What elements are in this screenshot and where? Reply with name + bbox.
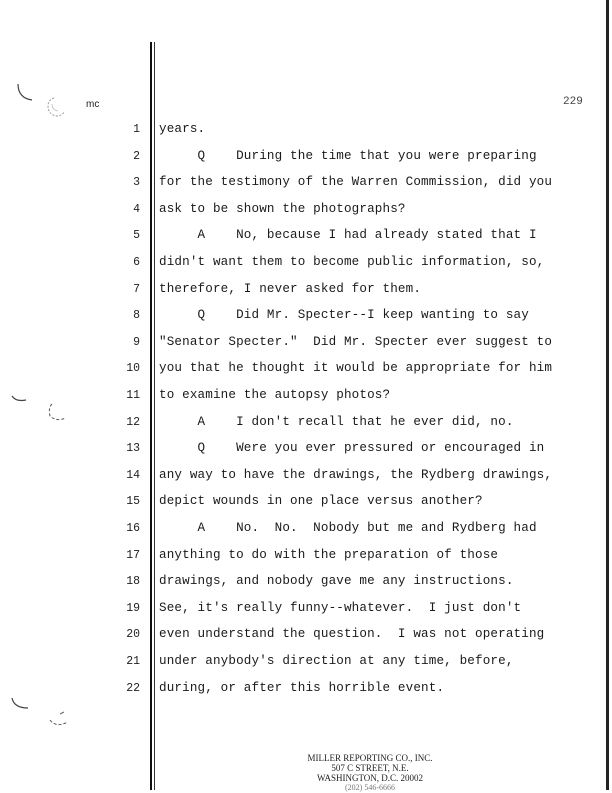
line-number: 14 xyxy=(126,468,140,482)
page-number: 229 xyxy=(563,96,583,108)
transcript-line: A I don't recall that he ever did, no. xyxy=(159,414,514,429)
footer-city: WASHINGTON, D.C. 20002 xyxy=(316,773,424,783)
transcript-line: anything to do with the preparation of those xyxy=(159,547,499,562)
footer-street: 507 C STREET, N.E. xyxy=(331,763,409,773)
right-page-edge xyxy=(606,0,609,790)
line-number: 22 xyxy=(126,681,140,695)
transcript-line: Q Did Mr. Specter--I keep wanting to say xyxy=(159,308,529,323)
footer-phone: (202) 546-6666 xyxy=(345,783,395,792)
punch-hole-icon xyxy=(8,692,78,732)
line-number: 13 xyxy=(126,442,140,456)
transcript-line: therefore, I never asked for them. xyxy=(159,281,422,296)
line-number: 20 xyxy=(126,628,140,642)
line-number: 5 xyxy=(133,229,140,243)
transcript-line: "Senator Specter." Did Mr. Specter ever suggest to xyxy=(159,334,553,349)
transcript-line: under anybody's direction at any time, before, xyxy=(159,654,514,668)
line-number: 9 xyxy=(133,335,140,349)
punch-hole-icon xyxy=(8,390,78,430)
left-margin-rule-inner xyxy=(154,42,155,790)
transcript-line: even understand the question. I was not operating xyxy=(159,627,545,642)
court-reporter-footer xyxy=(270,753,470,793)
line-number: 17 xyxy=(126,548,140,562)
line-number: 16 xyxy=(126,522,140,535)
line-number: 10 xyxy=(126,362,140,376)
transcript-line: for the testimony of the Warren Commission, did you xyxy=(159,175,553,190)
reporter-initials: mc xyxy=(86,99,100,110)
footer-company: MILLER REPORTING CO., INC. xyxy=(307,753,433,763)
line-number: 1 xyxy=(133,123,140,136)
transcript-line: See, it's really funny--whatever. I just don't xyxy=(159,600,522,615)
transcript-line: any way to have the drawings, the Rydberg drawings, xyxy=(159,467,553,482)
left-margin-rule xyxy=(150,42,152,790)
transcript-line: years. xyxy=(159,122,206,136)
transcript-line: Q Were you ever pressured or encouraged in xyxy=(159,441,545,456)
transcript-line: ask to be shown the photographs? xyxy=(159,201,406,216)
punch-hole-icon xyxy=(12,80,72,125)
line-number: 11 xyxy=(126,389,140,402)
transcript-line: depict wounds in one place versus another? xyxy=(159,494,483,509)
line-number: 19 xyxy=(126,601,140,615)
transcript-line: didn't want them to become public information, so, xyxy=(159,255,545,269)
line-number: 6 xyxy=(133,256,140,269)
transcript-line: during, or after this horrible event. xyxy=(159,680,445,695)
line-number: 2 xyxy=(133,149,140,163)
transcript-line: to examine the autopsy photos? xyxy=(159,388,391,402)
transcript-line: A No, because I had already stated that I xyxy=(159,228,537,243)
line-number: 4 xyxy=(133,202,140,216)
line-number: 12 xyxy=(126,415,140,429)
transcript-line: A No. No. Nobody but me and Rydberg had xyxy=(159,521,537,535)
line-number: 3 xyxy=(133,176,140,190)
line-number: 18 xyxy=(126,575,140,589)
line-number: 7 xyxy=(133,282,140,296)
line-number: 15 xyxy=(126,495,140,509)
transcript-line: Q During the time that you were preparing xyxy=(159,148,537,163)
transcript-line: drawings, and nobody gave me any instructions. xyxy=(159,574,514,589)
line-number: 8 xyxy=(133,309,140,323)
line-number: 21 xyxy=(126,655,140,668)
transcript-line: you that he thought it would be appropriate for him xyxy=(159,361,553,376)
